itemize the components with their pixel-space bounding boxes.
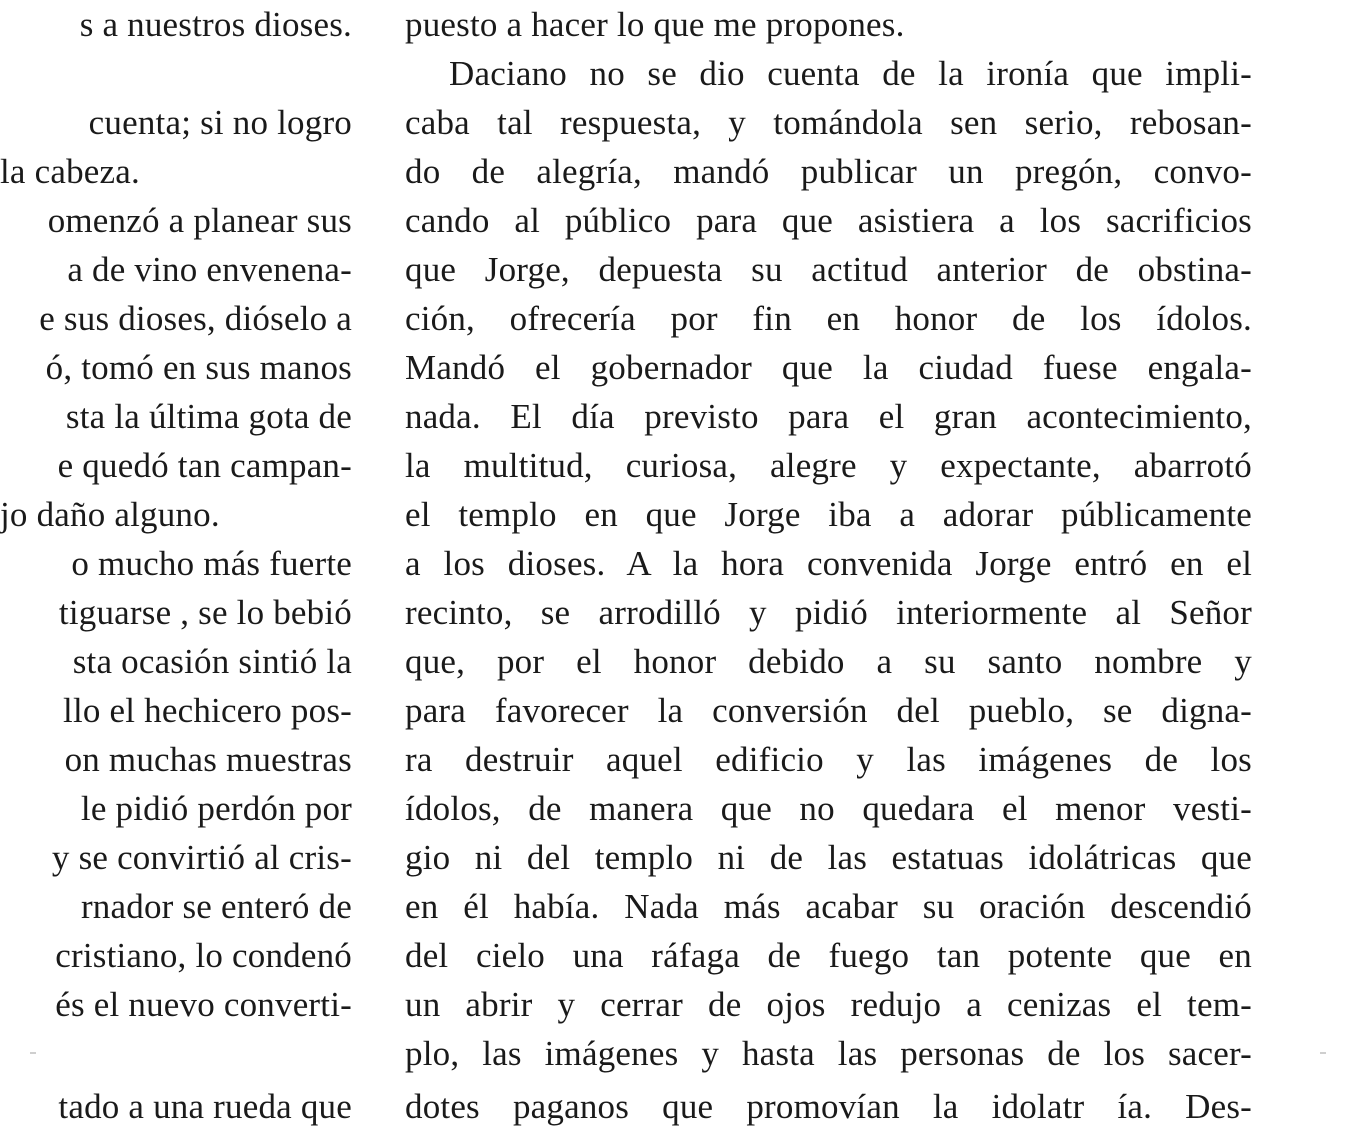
right-line-20: del cielo una ráfaga de fuego tan potente que en — [405, 936, 1252, 975]
left-line-12: tiguarse , se lo bebió — [58, 593, 352, 632]
right-line-3: caba tal respuesta, y tomándola sen serio, rebosan- — [405, 103, 1252, 142]
right-line-18: gio ni del templo ni de las estatuas idolátricas que — [405, 838, 1252, 877]
right-line-11: el templo en que Jorge iba a adorar públicamente — [405, 495, 1252, 534]
left-line-8: sta la última gota de — [65, 397, 352, 436]
left-line-7: ó, tomó en sus manos — [45, 348, 352, 387]
left-line-19: cristiano, lo condenó — [55, 936, 352, 975]
right-line-9: nada. El día previsto para el gran acontecimiento, — [405, 397, 1252, 436]
left-line-18: rnador se enteró de — [80, 887, 352, 926]
right-line-16: ra destruir aquel edificio y las imágenes de los — [405, 740, 1252, 779]
left-line-13: sta ocasión sintió la — [72, 642, 352, 681]
left-line-11: o mucho más fuerte — [71, 544, 352, 583]
left-line-21: tado a una rueda que — [58, 1087, 352, 1126]
left-line-9: e quedó tan campan- — [57, 446, 352, 485]
left-line-20: és el nuevo converti- — [55, 985, 352, 1024]
right-line-15: para favorecer la conversión del pueblo, se digna- — [405, 691, 1252, 730]
right-line-19: en él había. Nada más acabar su oración descendió — [405, 887, 1252, 926]
left-line-3: la cabeza. — [0, 152, 140, 191]
right-line-1: puesto a hacer lo que me propones. — [405, 5, 905, 44]
scan-speck — [30, 1052, 36, 1054]
right-line-7: ción, ofrecería por fin en honor de los ídolos. — [405, 299, 1252, 338]
right-line-14: que, por el honor debido a su santo nombre y — [405, 642, 1252, 681]
right-line-6: que Jorge, depuesta su actitud anterior de obstina- — [405, 250, 1252, 289]
scan-speck — [1320, 1052, 1326, 1054]
right-line-12: a los dioses. A la hora convenida Jorge entró en el — [405, 544, 1252, 583]
left-line-4: omenzó a planear sus — [47, 201, 352, 240]
left-line-17: y se convirtió al cris- — [51, 838, 352, 877]
right-line-21: un abrir y cerrar de ojos redujo a cenizas el tem- — [405, 985, 1252, 1024]
left-line-16: le pidió perdón por — [80, 789, 352, 828]
right-line-17: ídolos, de manera que no quedara el menor vesti- — [405, 789, 1252, 828]
right-line-13: recinto, se arrodilló y pidió interiormente al Señor — [405, 593, 1252, 632]
left-line-10: jo daño alguno. — [0, 495, 220, 534]
right-line-22: plo, las imágenes y hasta las personas de los sacer- — [405, 1034, 1252, 1073]
right-line-23: dotes paganos que promovían la idolatr ía. Des- — [405, 1087, 1252, 1126]
left-line-14: llo el hechicero pos- — [63, 691, 352, 730]
left-line-1: s a nuestros dioses. — [79, 5, 352, 44]
left-line-5: a de vino envenena- — [67, 250, 352, 289]
right-line-8: Mandó el gobernador que la ciudad fuese engala- — [405, 348, 1252, 387]
left-line-6: e sus dioses, dióselo a — [39, 299, 352, 338]
right-line-5: cando al público para que asistiera a los sacrificios — [405, 201, 1252, 240]
right-line-4: do de alegría, mandó publicar un pregón, convo- — [405, 152, 1252, 191]
left-line-15: on muchas muestras — [64, 740, 352, 779]
right-line-10: la multitud, curiosa, alegre y expectante, abarrotó — [405, 446, 1252, 485]
left-line-2: cuenta; si no logro — [88, 103, 352, 142]
right-line-2: Daciano no se dio cuenta de la ironía que impli- — [449, 54, 1252, 93]
